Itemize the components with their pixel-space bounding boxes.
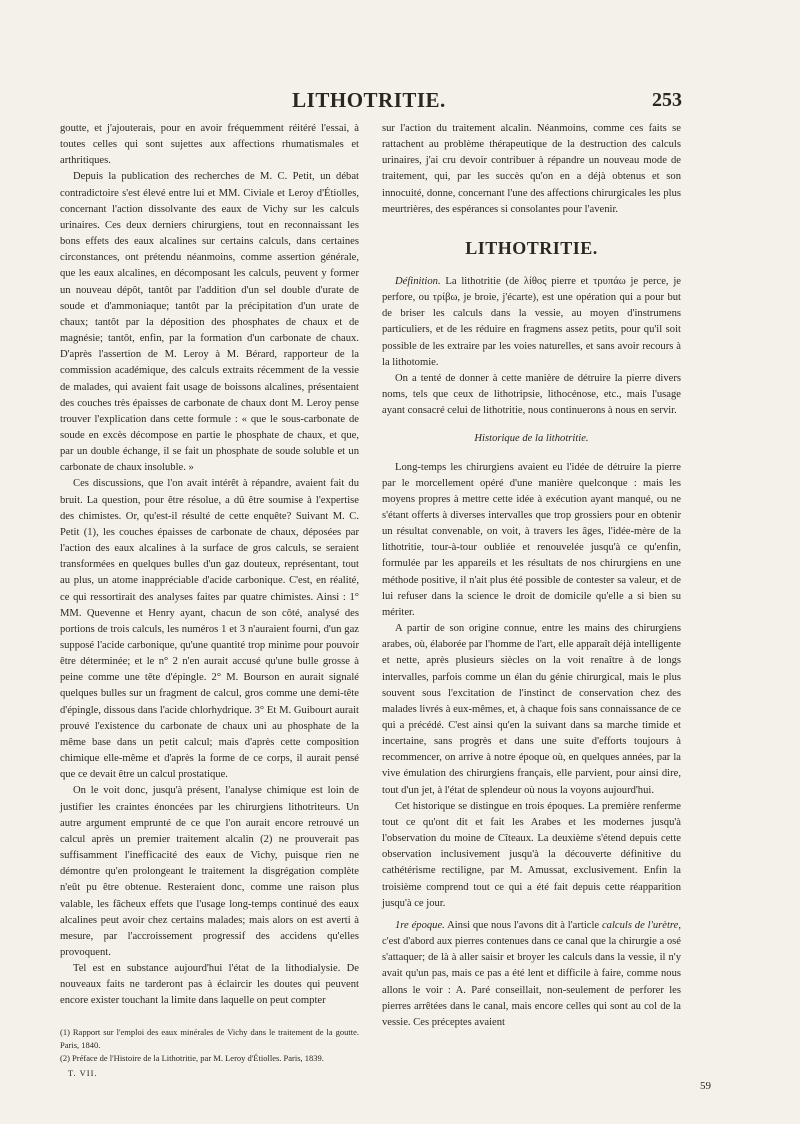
left-column (60, 121, 359, 1080)
footnotes (60, 1026, 359, 1080)
paragraph: Ces discussions, que l'on avait intérêt à répandre, avaient fait du bruit. La question, pour être résolue, a dû être soumise à l'expertise des chimistes. Or, qu'est-il résulté de cette enquête? Suivant M. C. Petit (1), les couches épaisses de carbonate de chaux, déposées par l'action des eaux alcalines à la surface de gros calculs, se seraient transformées en quelques bulles d'un gaz douteux, représentant, tout au plus, un atome inappréciable d'acide carbonique. C'est, en réalité, ce qui ressortirait des analyses faites par quatre chimistes. Ainsi : 1° MM. Quevenne et Henry ayant, chacun de son côté, analysé des portions de trois calculs, les numéros 1 et 3 n'auraient fourni, d'un gaz supposé l'acide carbonique, qu'une quantité trop minime pour pouvoir être déterminée; et le n° 2 n'en aurait accusé qu'une bulle grosse à peine comme une tête d'épingle. 2° M. Bourson en aurait signalé quelques bulles sur un fragment de calcul, gros comme une demi-tête d'épingle, dissous dans l'acide chlorhydrique. 3° Et M. Guibourt aurait prouvé l'existence du carbonate de chaux uni au phosphate de la même base dans un petit calcul; mais d'après cette composition chimique elle-même et d'après la forme de ce corps, il aurait pensé que ce devait être un calcul prostatique. (60, 478, 359, 781)
epoch-italic: calculs de l'urètre (601, 919, 679, 931)
paragraph: On a tenté de donner à cette manière de détruire la pierre divers noms, tels que ceux de lithotripsie, lithocénose, etc., mais l'usage ayant consacré celui de lithotritie, nous continuerons à nous en servir. (382, 372, 681, 417)
tome-label: T. VII. (68, 1067, 98, 1078)
definition-paragraph (382, 274, 681, 371)
running-title: LITHOTRITIE. (292, 88, 446, 112)
running-head (58, 88, 680, 114)
signature-mark: 59 (700, 1080, 711, 1092)
epoch-text: , c'est d'abord aux pierres contenues dans ce canal que la chirurgie a osé s'attaquer; de là à aller saisir et broyer les calculs dans la vessie, il n'y avait qu'un pas, mais ce pas a été lent et difficile à faire, comme nous allons le voir : A. Paré conseillait, non-seulement de perforer les pierres arrêtées dans le canal, mais encore celles qui sont au col de la vessie. Ces préceptes avaient (382, 919, 681, 1028)
paragraph: Tel est en substance aujourd'hui l'état de la lithodialysie. De nouveaux faits ne tarderont pas à éclaircir les doutes qui peuvent encore exister touchant la limite dans laquelle on peut compter (60, 963, 359, 1007)
definition-label: Définition. (395, 275, 441, 287)
paragraph: Depuis la publication des recherches de M. C. Petit, un débat contradictoire s'est élevé entre lui et MM. Civiale et Leroy d'Étiolles, concernant l'action dissolvante des eaux de Vichy sur les calculs urinaires. Ces deux derniers chirurgiens, tout en reconnaissant les bons effets des eaux alcalines sur certains calculs, dans certaines circonstances, ont prétendu néanmoins, comme assertion générale, que les eaux alcalines, en décomposant les calculs, peuvent y former un nouveau dépôt, tantôt par l'addition d'un sel double d'urate de soude et d'ammoniaque; tantôt par la précipitation d'un urate de chaux; tantôt par la déposition des phosphates de chaux et de magnésie; tantôt, enfin, par la formation d'un carbonate de chaux. D'après l'assertion de M. Leroy à M. Bérard, rapporteur de la commission académique, des calculs extraits récemment de la vessie de malades, qui avaient fait usage de boissons alcalines, présentaient des couches très épaisses de carbonate de chaux dont M. Leroy pense trouver l'explication dans cette formule : « que le sous-carbonate de soude en excès décompose en partie le phosphate de chaux, et que, par un double échange, il se fait un phosphate de soude soluble et un carbonate de chaux insoluble. » (60, 171, 359, 474)
right-column (382, 121, 681, 1031)
paragraph: sur l'action du traitement alcalin. Néanmoins, comme ces faits se rattachent au problème thérapeutique de la destruction des calculs urinaires, j'ai cru devoir contribuer à répandre un nouveau mode de traitement, qui, par les succès qu'on en a déjà obtenus et son innocuité, donne, concernant l'une des affections chirurgicales les plus meurtrières, des espérances si consolantes pour l'avenir. (382, 123, 681, 215)
section-title: LITHOTRITIE. (465, 237, 598, 258)
footnote: (2) Préface de l'Histoire de la Lithotritie, par M. Leroy d'Étiolles. Paris, 1839. (60, 1052, 324, 1063)
definition-text: La lithotritie (de λίθος pierre et τρυπάω je perce, je perfore, ou τρίβω, je broie, j'écarte), est une opération qui a pour but de briser les calculs dans la vessie, au moyen d'instrumens particuliers, et de les réduire en fragmens assez petits, pour qu'il soit possible de les extraire par les voies naturelles, et sans avoir recours à la lithotomie. (382, 275, 681, 368)
footnote: (1) Rapport sur l'emploi des eaux minérales de Vichy dans le traitement de la goutte. Paris, 1840. (60, 1026, 359, 1050)
epoch-paragraph (382, 918, 681, 1031)
paragraph: goutte, et j'ajouterais, pour en avoir fréquemment réitéré l'essai, à toutes celles qui sont sujettes aux affections rhumatismales et arthritiques. (60, 123, 359, 167)
sub-heading: Historique de la lithotritie. (474, 433, 589, 445)
paragraph: Cet historique se distingue en trois époques. La première renferme tout ce qu'ont dit et fait les Arabes et les modernes jusqu'à l'observation du moine de Cîteaux. La deuxième s'étend depuis cette observation inclusivement jusqu'à la découverte définitive du cathétérisme rectiligne, par M. Amussat, exclusivement. Enfin la troisième comprend tout ce qui a été fait depuis cette réapparition jusqu'à ce jour. (382, 800, 681, 909)
paragraph: A partir de son origine connue, entre les mains des chirurgiens arabes, où, élaborée par l'homme de l'art, elle apparaît déjà intelligente et nette, après plusieurs siècles on la voit renaître à de longs intervalles, parfois comme un élan du génie chirurgical, mais le plus souvent sous l'excitation de l'instinct de conservation chez des malades livrés à eux-mêmes, et, à chaque fois sans connaissance de ce qui a précédé. C'est ainsi qu'en la suivant dans sa marche timide et incertaine, sans progrès et dans une suite d'efforts toujours à recommencer, on arrive à notre époque où, en quelques années, par la vive émulation des chirurgiens français, elle parvient, pour ainsi dire, tout d'un jet, à l'état de splendeur où nous la voyons aujourd'hui. (382, 623, 681, 796)
paragraph: On le voit donc, jusqu'à présent, l'analyse chimique est loin de justifier les craintes énoncées par les chirurgiens lithotriteurs. Un autre argument emprunté de ce que l'on aurait encore retrouvé un calcul après un premier traitement alcalin (2) ne prouverait pas suffisamment l'inefficacité des eaux de Vichy, puisque rien ne démontre qu'en prolongeant le traitement la disgrégation complète n'eût pu être obtenue. Resteraient donc, comme une raison plus valable, les fâcheux effets que l'usage long-temps continué des eaux alcalines peut avoir chez certains malades; mais alors on est averti à mesure, par l'accroissement progressif des accidens qu'elles provoquent. (60, 785, 359, 958)
paragraph: Long-temps les chirurgiens avaient eu l'idée de détruire la pierre par le morcellement opéré d'une manière quelconque : mais les moyens propres à mettre cette idée à exécution ayant manqué, ou ne s'étant offerts à diverses intervalles que trop grossiers pour en obtenir un résultat convenable, on voit, à travers les âges, l'idée-mère de la lithotritie, tour-à-tour oubliée et renouvelée jusqu'à ce qu'enfin, formulée par les appareils et les résultats de nos chirurgiens en une méthode positive, il n'ait plus été possible de contester sa valeur, et de lui refuser dans la science le droit de domicile qu'elle a si bien su mériter. (382, 461, 681, 618)
epoch-label: 1re époque. (395, 919, 445, 931)
page-number: 253 (652, 89, 682, 111)
epoch-text: Ainsi que nous l'avons dit à l'article (444, 919, 602, 931)
